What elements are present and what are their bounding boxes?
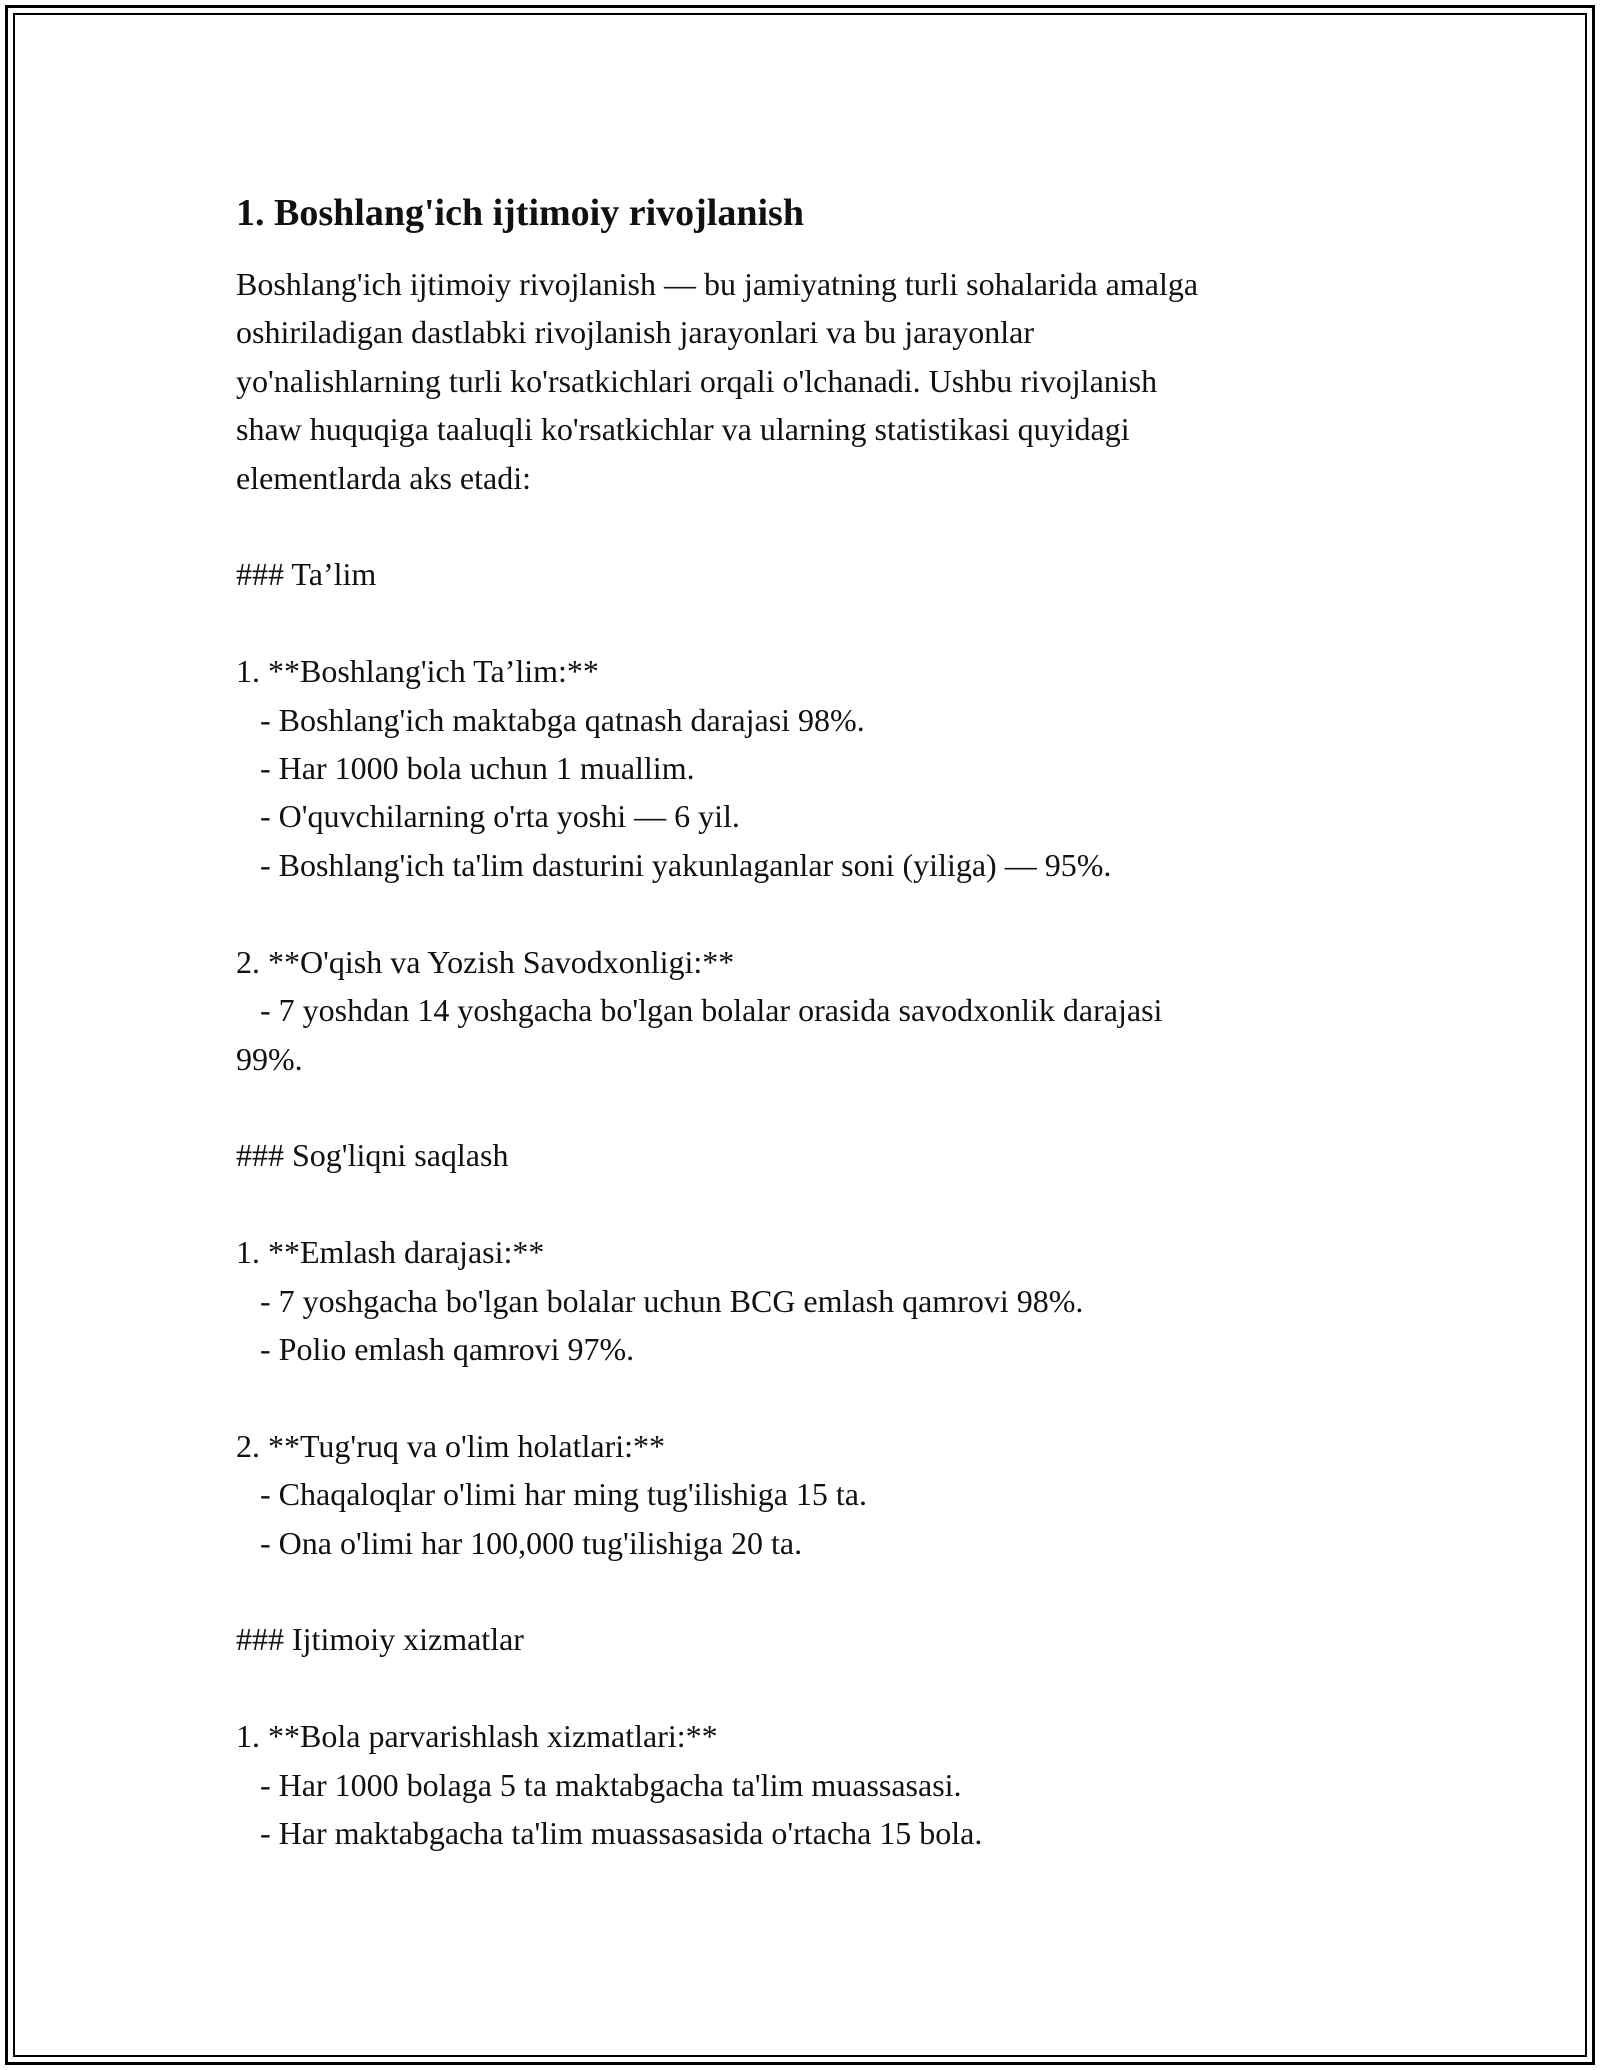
document-body: Boshlang'ich ijtimoiy rivojlanish — bu jamiyatning turli sohalarida amalga oshiriladigan dastlabki rivojlanish jarayonlari va bu jarayonlar yo'nalishlarning turli ko'rsatkichlari orqali o'lchanadi. Ushbu rivojlanish shaw huquqiga taaluqli ko'rsatkichlar va ularning statistikasi quyidagi elementlarda aks etadi: ### Ta’lim 1. **Boshlang'ich Ta’lim:** - Boshlang'ich maktabga qatnash darajasi 98%. - Har 1000 bola uchun 1 muallim. - O'quvchilarning o'rta yoshi — 6 yil. - Boshlang'ich ta'lim dasturini yakunlaganlar soni (yiliga) — 95%. 2. **O'qish va Yozish Savodxonligi:** - 7 yoshdan 14 yoshgacha bo'lgan bolalar orasida savodxonlik darajasi 99%. ### Sog'liqni saqlash 1. **Emlash darajasi:** - 7 yoshgacha bo'lgan bolalar uchun BCG emlash qamrovi 98%. - Polio emlash qamrovi 97%. 2. **Tug'ruq va o'lim holatlari:** - Chaqaloqlar o'limi har ming tug'ilishiga 15 ta. - Ona o'limi har 100,000 tug'ilishiga 20 ta. ### Ijtimoiy xizmatlar 1. **Bola parvarishlash xizmatlari:** - Har 1000 bolaga 5 ta maktabgacha ta'lim muassasasi. - Har maktabgacha ta'lim muassasasida o'rtacha 15 bola. [236, 266, 1199, 1851]
document-title: 1. Boshlang'ich ijtimoiy rivojlanish [236, 192, 804, 234]
document-content [236, 186, 1366, 1857]
